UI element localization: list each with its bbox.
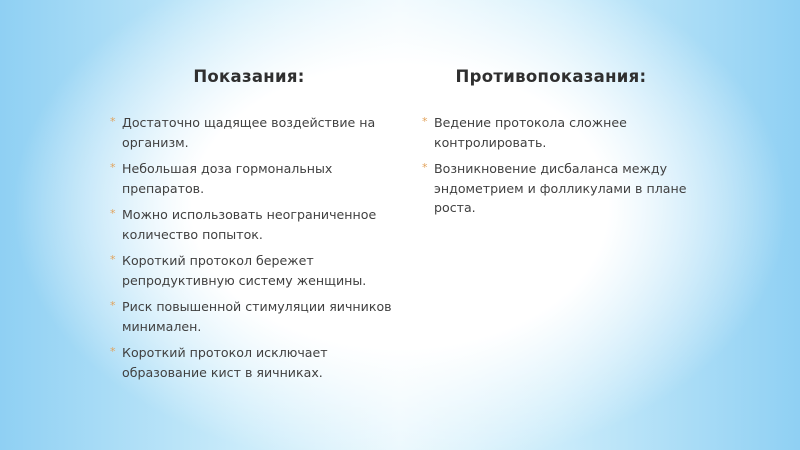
list-item-text: Риск повышенной стимуляции яичников минимален. xyxy=(122,299,392,334)
list-item xyxy=(112,297,412,336)
list-item xyxy=(112,251,412,290)
contraindications-column xyxy=(424,64,724,225)
bullet-icon: * xyxy=(110,253,116,266)
list-item-text: Короткий протокол бережет репродуктивную систему женщины. xyxy=(122,253,367,288)
indications-list xyxy=(112,113,412,382)
bullet-icon: * xyxy=(110,345,116,358)
indications-heading: Показания: xyxy=(193,67,305,86)
list-item-text: Ведение протокола сложнее контролировать. xyxy=(434,115,627,150)
contraindications-heading: Противопоказания: xyxy=(455,67,647,86)
indications-column xyxy=(112,64,412,389)
bullet-icon: * xyxy=(110,161,116,174)
bullet-icon: * xyxy=(422,161,428,174)
list-item-text: Достаточно щадящее воздействие на организм. xyxy=(122,115,376,150)
list-item xyxy=(424,159,724,218)
list-item xyxy=(424,113,724,152)
list-item-text: Короткий протокол исключает образование кист в яичниках. xyxy=(122,345,328,380)
bullet-icon: * xyxy=(110,207,116,220)
list-item xyxy=(112,205,412,244)
list-item-text: Небольшая доза гормональных препаратов. xyxy=(122,161,333,196)
list-item-text: Можно использовать неограниченное количество попыток. xyxy=(122,207,377,242)
list-item xyxy=(112,113,412,152)
list-item xyxy=(112,343,412,382)
bullet-icon: * xyxy=(110,299,116,312)
bullet-icon: * xyxy=(110,115,116,128)
list-item-text: Возникновение дисбаланса между эндометрием и фолликулами в плане роста. xyxy=(434,161,687,215)
contraindications-list xyxy=(424,113,724,218)
list-item xyxy=(112,159,412,198)
bullet-icon: * xyxy=(422,115,428,128)
